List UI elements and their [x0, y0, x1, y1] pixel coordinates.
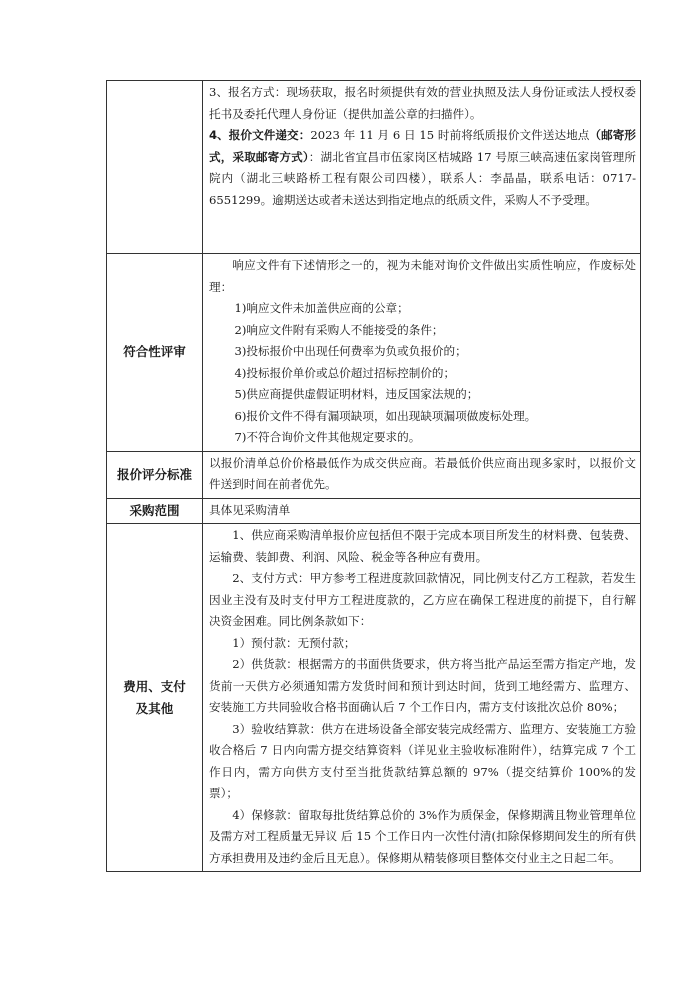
scope-label: 采购范围 — [107, 498, 203, 524]
scoring-label: 报价评分标准 — [107, 451, 203, 498]
submission-deadline: 2023 年 11 月 6 日 15 时前将纸质报价文件送达地点 — [310, 128, 590, 142]
compliance-intro: 响应文件有下述情形之一的，视为未能对询价文件做出实质性响应，作废标处理： — [209, 258, 636, 294]
payment-cell — [203, 524, 641, 872]
row-compliance-review — [107, 254, 641, 452]
compliance-item: 3)投标报价中出现任何费率为负或负报价的； — [234, 344, 467, 358]
row-label-empty — [107, 81, 203, 254]
row-procurement-scope — [107, 498, 641, 524]
procurement-terms-table — [106, 80, 641, 872]
payment-cost-clause: 1、供应商采购清单报价应包括但不限于完成本项目所发生的材料费、包装费、运输费、装卸费、利润、风险、税金等各种应有费用。 — [209, 528, 636, 564]
compliance-label: 符合性评审 — [107, 254, 203, 452]
scope-cell — [203, 498, 641, 524]
scoring-cell — [203, 451, 641, 498]
submission-address: ：湖北省宜昌市伍家岗区桔城路 17 号原三峡高速伍家岗管理所院内（湖北三峡路桥工程有限公司四楼），联系人：李晶晶，联系电话：0717-6551299。逾期送达或者未送达到指定地点的纸质文件，采购人不予受理。 — [209, 149, 636, 207]
payment-delivery: 2）供货款：根据需方的书面供货要求，供方将当批产品运至需方指定产地，发货前一天供方必须通知需方发货时间和预计到达时间，货到工地经需方、监理方、安装施工方共同验收合格书面确认后 7 个工作日内，需方支付该批次总价 80%； — [209, 657, 636, 714]
payment-label: 费用、支付及其他 — [107, 524, 203, 872]
compliance-item: 4)投标报价单价或总价超过招标控制价的； — [234, 365, 456, 380]
compliance-item: 2)响应文件附有采购人不能接受的条件； — [234, 322, 444, 337]
compliance-item: 5)供应商提供虚假证明材料，违反国家法规的； — [234, 387, 479, 401]
payment-advance: 1）预付款：无预付款； — [232, 635, 356, 650]
payment-method-clause: 2、支付方式：甲方参考工程进度款回款情况，同比例支付乙方工程款，若发生因业主没有及时支付甲方工程进度款的，乙方应在确保工程进度的前提下，自行解决资金困难。同比例条款如下： — [209, 571, 636, 628]
row-payment-terms — [107, 524, 641, 872]
submission-label: 4、报价文件递交： — [209, 128, 311, 142]
row-registration-submission — [107, 81, 641, 254]
registration-cell — [203, 81, 641, 254]
registration-method: 3、报名方式：现场获取，报名时须提供有效的营业执照及法人身份证或法人授权委托书及委托代理人身份证（提供加盖公章的扫描件）。 — [209, 85, 636, 121]
scoring-text: 以报价清单总价价格最低作为成交供应商。若最低价供应商出现多家时，以报价文件送到时间在前者优先。 — [209, 455, 636, 491]
payment-settlement: 3）验收结算款：供方在进场设备全部安装完成经需方、监理方、安装施工方验收合格后 7 日内向需方提交结算资料（详见业主验收标准附件），结算完成 7 个工作日内，需方向供方支付至当批货款结算总额的 97%（提交结算价 100%的发票）； — [209, 721, 636, 800]
compliance-cell — [203, 254, 641, 452]
row-scoring-standard — [107, 451, 641, 498]
payment-warranty: 4）保修款：留取每批货结算总价的 3%作为质保金，保修期满且物业管理单位及需方对工程质量无异议 后 15 个工作日内一次性付清(扣除保修期间发生的所有供方承担费用及违约金后且无息）。保修期从精装修项目整体交付业主之日起二年。 — [209, 807, 636, 865]
compliance-item: 6)报价文件不得有漏项缺项，如出现缺项漏项做废标处理。 — [234, 408, 537, 423]
submission-mode: （邮寄形式，采取邮寄方式） — [209, 128, 636, 164]
compliance-item: 1)响应文件未加盖供应商的公章； — [234, 301, 409, 315]
compliance-item: 7)不符合询价文件其他规定要求的。 — [234, 430, 421, 444]
submission-paragraph — [209, 125, 636, 211]
scope-text: 具体见采购清单 — [209, 502, 291, 517]
